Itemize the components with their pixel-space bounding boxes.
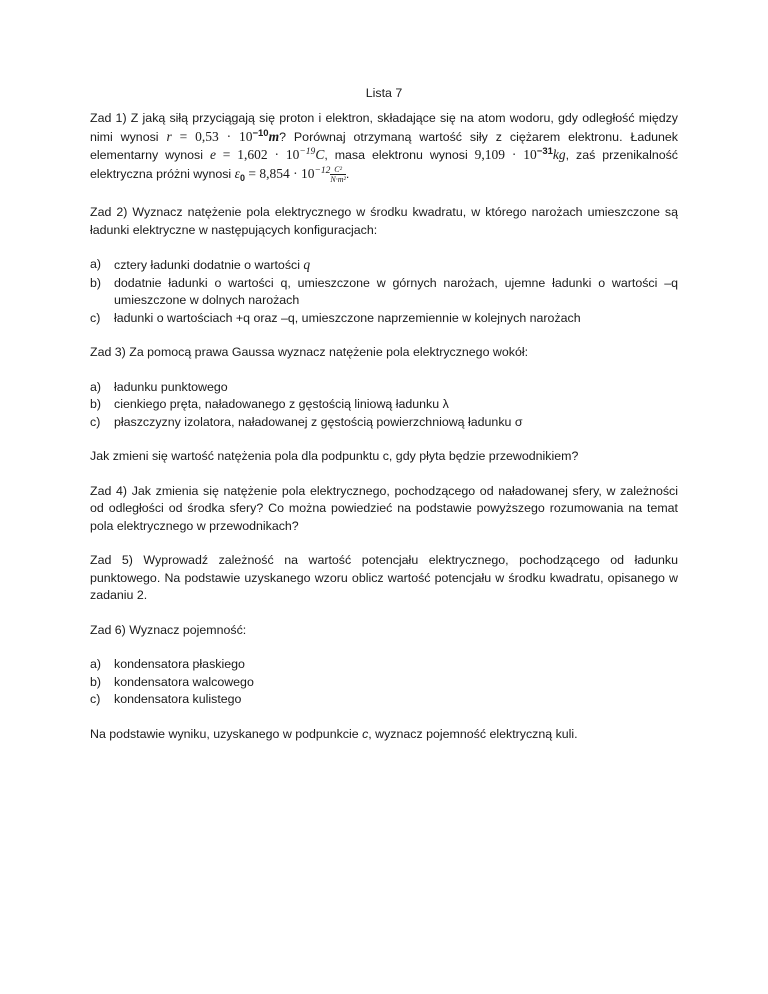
- task-1-end: .: [345, 166, 350, 181]
- epsilon-value: = 8,854 · 10: [244, 165, 315, 181]
- list-item: [90, 256, 678, 275]
- task-4: Zad 4) Jak zmienia się natężenie pola elektrycznego, pochodzącego od naładowanej sfery, w zależności od odległości od środka sfery? Co można powiedzieć na podstawie powyższego rozumowania na temat pola elektrycznego w przewodnikach?: [90, 483, 678, 533]
- list-marker: a): [90, 257, 102, 271]
- list-marker: c): [90, 414, 101, 429]
- list-item-text: cienkiego pręta, naładowanego z gęstością liniową ładunku λ: [114, 397, 449, 411]
- list-item: [90, 396, 678, 414]
- task-1: [90, 110, 678, 187]
- list-item: [90, 691, 678, 709]
- m-exponent: −31: [536, 145, 553, 157]
- task-6-list: [90, 656, 678, 709]
- epsilon-subscript: 0: [239, 172, 245, 183]
- list-item: [90, 310, 678, 328]
- task-5: Zad 5) Wyprowadź zależność na wartość potencjału elektrycznego, pochodzącego od ładunku punktowego. Na podstawie uzyskanego wzoru oblicz wartość potencjału w środku kwadratu, opisanego w zadaniu 2.: [90, 553, 678, 602]
- task-2-list: [90, 256, 678, 327]
- task-6-final: [90, 726, 678, 744]
- r-unit: m: [268, 128, 280, 144]
- m-unit: kg: [552, 147, 566, 162]
- list-marker: b): [90, 674, 102, 689]
- list-item: [90, 379, 678, 397]
- list-item: [90, 656, 678, 674]
- document-body: [90, 110, 678, 760]
- task-1-text-2: ? Porównaj otrzymaną wartość siły z ciężarem elektronu. Ładunek elementarny wynosi: [90, 129, 678, 162]
- task-6-intro: Zad 6) Wyznacz pojemność:: [90, 622, 247, 637]
- r-exponent: −10: [252, 127, 269, 139]
- e-unit: C: [315, 147, 325, 162]
- list-marker: b): [90, 397, 102, 411]
- list-item: [90, 414, 678, 432]
- page-title: Lista 7: [365, 86, 403, 100]
- list-item-text: dodatnie ładunki o wartości q, umieszczone w górnych narożach, ujemne ładunki o wartości –q umieszczone w dolnych narożach: [114, 275, 678, 307]
- m-value: 9,109 · 10: [474, 147, 537, 162]
- list-marker: c): [90, 310, 101, 325]
- task-3-list: [90, 379, 678, 432]
- epsilon-unit-fraction: [330, 165, 346, 184]
- task-1-intro: Zad 1) Z jaką siłą przyciągają się proton i elektron, składające się na atom wodoru, gdy odległość między nimi wynosi: [90, 111, 678, 144]
- epsilon-exponent: −12: [314, 165, 331, 176]
- final-variable: c: [362, 726, 369, 741]
- fraction-denominator: N·m²: [330, 174, 346, 184]
- task-1-text-3: , masa elektronu wynosi: [324, 148, 475, 162]
- e-exponent: −19: [299, 146, 316, 157]
- r-symbol: r: [166, 128, 172, 144]
- epsilon-symbol: ε: [234, 165, 240, 181]
- e-value: = 1,602 · 10: [215, 147, 300, 162]
- list-item: [90, 275, 678, 310]
- task-3-intro: Zad 3) Za pomocą prawa Gaussa wyznacz natężenie pola elektrycznego wokół:: [90, 345, 529, 359]
- list-item-text: ładunku punktowego: [114, 379, 228, 394]
- task-3-question: Jak zmieni się wartość natężenia pola dla podpunktu c, gdy płyta będzie przewodnikiem?: [90, 449, 579, 463]
- list-marker: a): [90, 657, 102, 671]
- final-text-2: , wyznacz pojemność elektryczną kuli.: [368, 726, 578, 741]
- list-marker: a): [90, 379, 102, 394]
- fraction-numerator: C²: [330, 165, 346, 175]
- list-item-text: kondensatora płaskiego: [114, 657, 245, 671]
- list-marker: c): [90, 692, 101, 706]
- list-item-text: cztery ładunki dodatnie o wartości: [114, 258, 304, 272]
- e-symbol: e: [209, 147, 216, 162]
- list-item-text: kondensatora walcowego: [114, 674, 254, 689]
- final-text-1: Na podstawie wyniku, uzyskanego w podpunkcie: [90, 726, 363, 741]
- list-item: [90, 674, 678, 692]
- charge-variable: q: [303, 257, 311, 272]
- list-item-text: kondensatora kulistego: [114, 692, 242, 706]
- task-2-intro: Zad 2) Wyznacz natężenie pola elektrycznego w środku kwadratu, w którego narożach umieszczone są ładunki elektryczne w następujących konfiguracjach:: [90, 205, 678, 237]
- list-item-text: płaszczyzny izolatora, naładowanej z gęstością powierzchniową ładunku σ: [114, 414, 523, 429]
- task-1-text-4: , zaś przenikalność elektryczna próżni wynosi: [90, 148, 678, 181]
- list-marker: b): [90, 275, 102, 290]
- list-item-text: ładunki o wartościach +q oraz –q, umieszczone naprzemiennie w kolejnych narożach: [114, 310, 581, 325]
- r-value: = 0,53 · 10: [171, 128, 253, 144]
